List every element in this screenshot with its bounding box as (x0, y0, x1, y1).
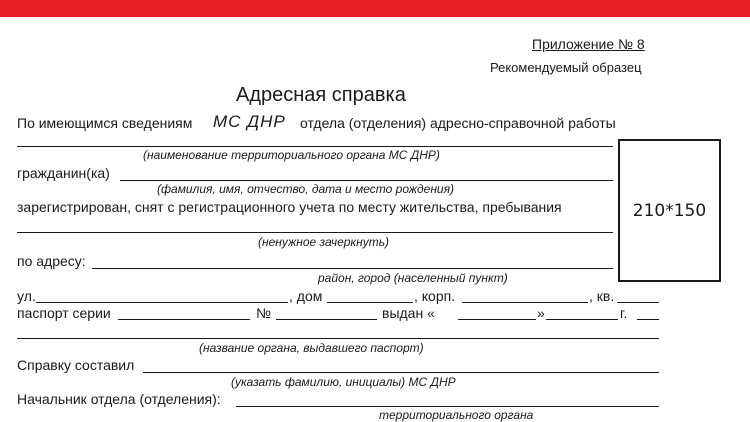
caption-compiled-by: (указать фамилию, инициалы) МС ДНР (231, 375, 456, 389)
caption-org: (наименование территориального органа МС ДНР) (143, 148, 440, 162)
fill-line-head (236, 406, 659, 407)
fill-line-compiled-by (143, 372, 659, 373)
house-label: , дом (289, 288, 323, 304)
passport-series-label: паспорт серии (17, 305, 111, 321)
fill-line-issue-day (458, 319, 536, 320)
recommended-sample-label: Рекомендуемый образец (490, 60, 642, 75)
fill-line-building (462, 302, 588, 303)
photo-size-label: 210*150 (632, 200, 707, 221)
fill-line-issuing-authority (17, 338, 659, 339)
fill-line-org (17, 146, 613, 147)
photo-placeholder-box (618, 139, 721, 282)
caption-citizen: (фамилия, имя, отчество, дата и место рождения) (157, 182, 454, 196)
row3-text: зарегистрирован, снят с регистрационного учета по месту жительства, пребывания (17, 199, 562, 215)
fill-line-year (637, 319, 659, 320)
fill-line-issue-month (546, 319, 618, 320)
year-label: г. (620, 305, 628, 321)
row1-suffix: отдела (отделения) адресно-справочной работы (300, 115, 616, 131)
street-label: ул. (17, 288, 36, 304)
row1-prefix: По имеющимся сведениям (17, 115, 193, 131)
row4-label: по адресу: (17, 253, 86, 269)
row2-label: гражданин(ка) (17, 165, 110, 181)
building-label: , корп. (414, 288, 456, 304)
fill-line-passport-number (276, 319, 377, 320)
fill-line-passport-series (118, 319, 250, 320)
fill-line-apartment (617, 302, 659, 303)
row7-label: Справку составил (17, 357, 135, 373)
caption-address: район, город (населенный пункт) (318, 271, 508, 285)
fill-line-registration (17, 232, 613, 233)
fill-line-house (327, 302, 413, 303)
caption-registration: (ненужное зачеркнуть) (258, 235, 389, 249)
fill-line-citizen (120, 180, 613, 181)
row1-org: МС ДНР (213, 112, 286, 131)
row8-label: Начальник отдела (отделения): (17, 391, 221, 407)
document-title: Адресная справка (236, 84, 406, 106)
apartment-label: , кв. (589, 288, 615, 304)
fill-line-address (92, 268, 613, 269)
caption-head: территориального органа (379, 408, 534, 422)
appendix-label: Приложение № 8 (532, 36, 645, 52)
issued-quote-close: » (537, 305, 545, 321)
fill-line-street (36, 302, 288, 303)
caption-issuing-authority: (название органа, выдавшего паспорт) (199, 341, 424, 355)
issued-label: выдан « (382, 305, 435, 321)
top-red-band (0, 0, 750, 17)
passport-number-label: № (256, 305, 272, 321)
